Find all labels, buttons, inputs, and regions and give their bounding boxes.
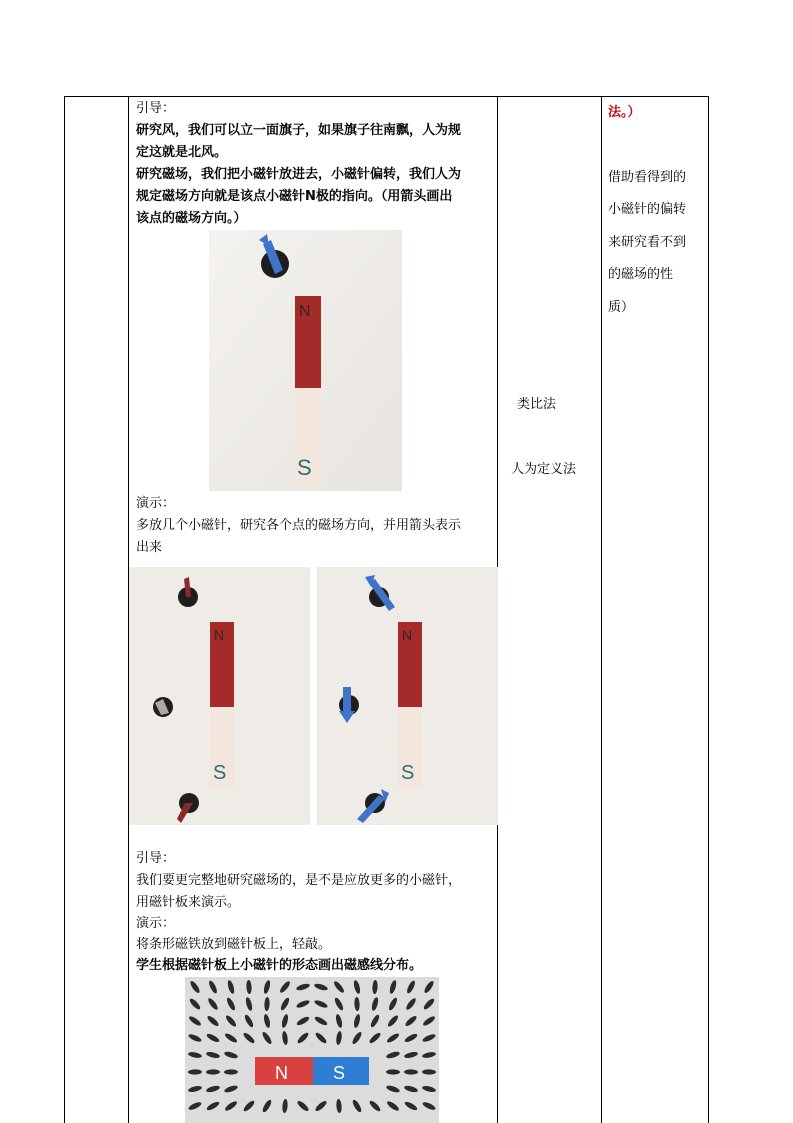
method-analogy: 类比法 <box>517 397 557 412</box>
note-line-1: 借助看得到的 <box>608 170 687 185</box>
demo-line-1: 多放几个小磁针，研究各个点的磁场方向，并用箭头表示 <box>136 518 462 533</box>
demo-2-line-1: 将条形磁铁放到磁针板上，轻敲。 <box>136 937 332 952</box>
intro-2-line-2: 用磁针板来演示。 <box>136 895 241 910</box>
note-line-5: 质） <box>608 300 635 315</box>
note-line-2: 小磁针的偏转 <box>608 202 687 217</box>
column-divider-3 <box>601 96 602 1123</box>
table-left-border <box>64 96 65 1123</box>
intro-label: 引导： <box>136 101 176 116</box>
note-line-4: 的磁场的性 <box>608 267 674 282</box>
note-line-3: 来研究看不到 <box>608 235 687 250</box>
intro-label-2: 引导： <box>136 851 176 866</box>
field-definition-line-2: 规定磁场方向就是该点小磁针N极的指向。（用箭头画出 <box>136 189 453 204</box>
demo-label-2: 演示： <box>136 916 176 931</box>
field-definition-line-1: 研究磁场，我们把小磁针放进去，小磁针偏转，我们人为 <box>136 167 462 182</box>
demo-line-2: 出来 <box>136 540 163 555</box>
magnet-n-letter: N <box>299 303 311 320</box>
table-top-border <box>64 96 709 97</box>
note-red-text: 法。） <box>608 105 641 120</box>
table-right-border <box>708 96 709 1123</box>
wind-analogy-line-1: 研究风，我们可以立一面旗子，如果旗子往南飘，人为规 <box>136 123 462 138</box>
board-s-letter: S <box>333 1063 346 1083</box>
board-n-letter: N <box>275 1063 288 1083</box>
photo-needle-board <box>185 977 439 1123</box>
demo-label: 演示： <box>136 496 176 511</box>
wind-analogy-line-2: 定这就是北风。 <box>136 145 228 160</box>
magnet-s-letter: S <box>213 762 227 784</box>
photo-three-compasses-with-arrows <box>317 567 498 825</box>
magnet-n-letter: N <box>402 627 413 643</box>
magnet-s-letter: S <box>401 762 415 784</box>
photo-bar-magnet-single-compass <box>209 230 402 491</box>
magnet-n-letter: N <box>214 627 225 643</box>
photo-three-compasses <box>129 567 310 825</box>
method-definition: 人为定义法 <box>511 462 577 477</box>
student-task-line: 学生根据磁针板上小磁针的形态画出磁感线分布。 <box>136 958 423 973</box>
field-definition-line-3: 该点的磁场方向。） <box>136 211 247 226</box>
magnet-s-letter: S <box>297 455 312 480</box>
intro-2-line-1: 我们要更完整地研究磁场的，是不是应放更多的小磁针， <box>136 873 462 888</box>
